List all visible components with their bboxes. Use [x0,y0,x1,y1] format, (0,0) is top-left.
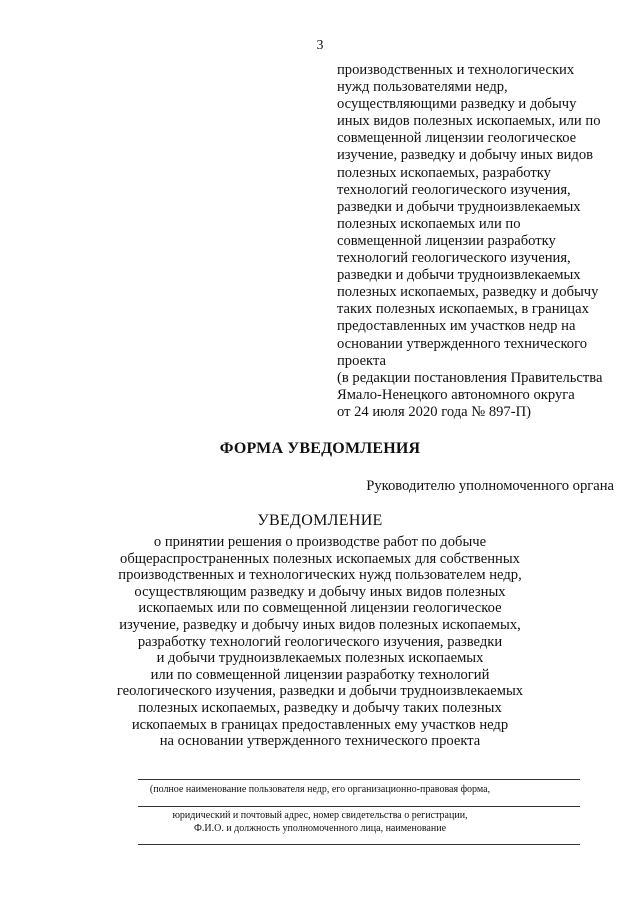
notice-line: осуществляющим разведку и добычу иных видов полезных [134,583,506,600]
header-line: (в редакции постановления Правительства [337,369,603,386]
header-line: полезных ископаемых, разработку [337,164,551,181]
notice-line: о принятии решения о производстве работ по добыче [153,534,487,550]
fill-in-line-3 [138,844,580,845]
header-line: полезных ископаемых или по [337,215,521,232]
page-number: 3 [316,38,324,53]
notice-line: на основании утвержденного технического проекта [159,733,481,750]
notice-line: геологического изучения, разведки и добычи трудноизвлекаемых [116,683,524,700]
fill-in-caption-1: (полное наименование пользователя недр, его организационно-правовая форма, [149,784,491,795]
notice-line: производственных и технологических нужд пользователем недр, [118,567,522,584]
header-reference-block [337,62,627,421]
form-title: ФОРМА УВЕДОМЛЕНИЯ [219,440,421,457]
notice-line: общераспространенных полезных ископаемых для собственных [120,550,520,567]
header-line: технологий геологического изучения, [337,250,571,267]
notice-line: разработку технологий геологического изучения, разведки [137,633,503,650]
notice-line: ископаемых в границах предоставленных ему участков недр [131,716,509,733]
addressee: Руководителю уполномоченного органа [366,478,614,494]
header-line: полезных ископаемых, разведку и добычу [337,284,599,301]
header-line: технологий геологического изучения, [337,181,571,198]
header-line: совмещенной лицензии геологическое [337,130,577,147]
header-line: изучение, разведку и добычу иных видов [337,147,594,164]
fill-in-line-1 [138,779,580,780]
header-line: осуществляющими разведку и добычу [337,96,577,113]
header-line: от 24 июля 2020 года № 897-П) [337,403,531,420]
header-line: разведки и добычи трудноизвлекаемых [337,198,581,215]
header-line: таких полезных ископаемых, в границах [337,301,589,318]
notice-title: УВЕДОМЛЕНИЕ [257,512,383,529]
fill-in-caption-3: Ф.И.О. и должность уполномоченного лица, наименование [193,823,447,834]
header-line: нужд пользователями недр, [337,79,508,96]
header-line: производственных и технологических [337,62,575,78]
notice-line: ископаемых или по совмещенной лицензии геологическое [138,600,502,617]
notice-line: изучение, разведку и добычу иных видов полезных ископаемых, [119,616,521,633]
header-line: основании утвержденного технического [337,335,588,352]
notice-body [0,534,640,750]
header-line: иных видов полезных ископаемых, или по [337,113,601,130]
fill-in-caption-2: юридический и почтовый адрес, номер свидетельства о регистрации, [172,810,468,821]
header-line: Ямало-Ненецкого автономного округа [337,386,575,403]
notice-line: и добычи трудноизвлекаемых полезных ископаемых [156,650,484,667]
notice-line: или по совмещенной лицензии разработку технологий [150,666,490,683]
notice-line: полезных ископаемых, разведку и добычу таких полезных [138,699,502,716]
fill-in-line-2 [138,806,580,807]
header-line: проекта [337,352,386,369]
header-line: разведки и добычи трудноизвлекаемых [337,267,581,284]
header-line: совмещенной лицензии разработку [337,232,556,249]
header-line: предоставленных им участков недр на [337,318,576,335]
